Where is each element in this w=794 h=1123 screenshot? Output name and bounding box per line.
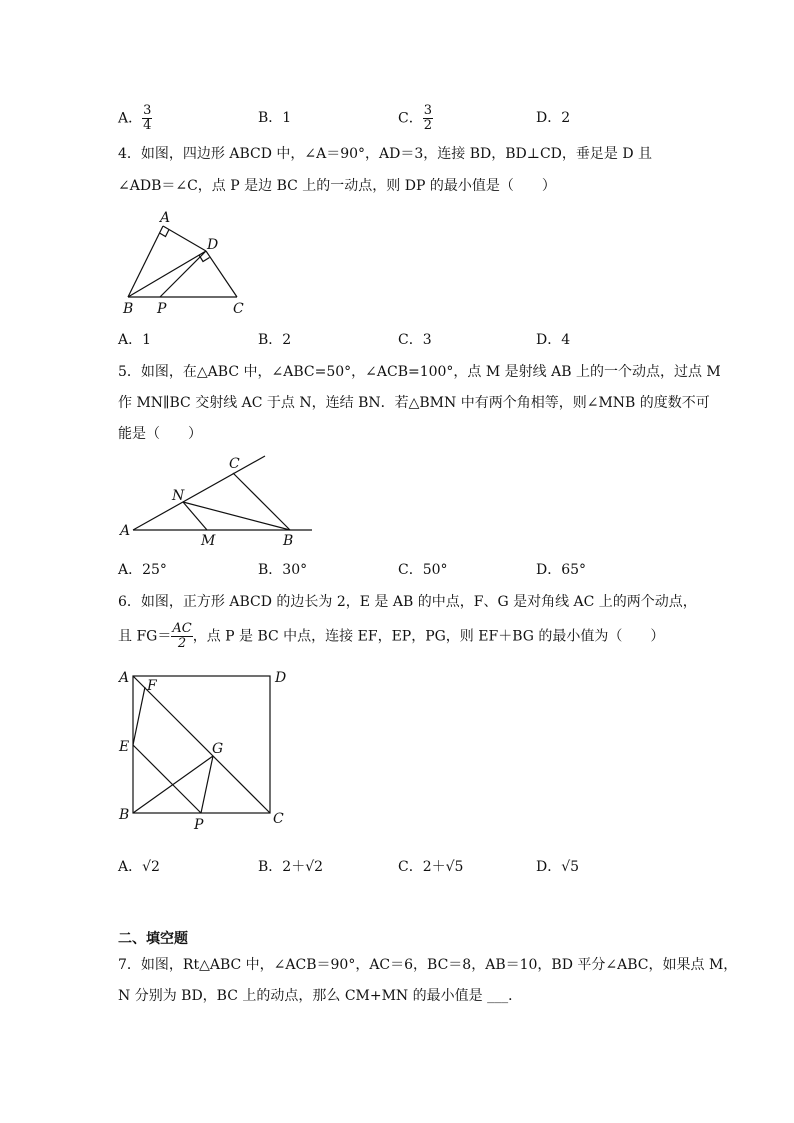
q6-option-d: D．√5 <box>536 859 580 875</box>
q6-label-p: P <box>194 817 204 833</box>
q3-option-c-label: C． <box>398 110 423 127</box>
q5-figure <box>115 445 325 550</box>
q6-line2-pre: 且 FG＝ <box>118 628 172 645</box>
q5-text-line1: 5．如图，在△ABC 中，∠ABC=50°，∠ACB=100°，点 M 是射线 AB 上的一个动点，过点 M <box>118 364 721 380</box>
q5-segment-nm <box>183 502 207 530</box>
q5-option-b: B．30° <box>258 562 308 578</box>
q5-label-c: C <box>229 456 240 472</box>
q5-option-d: D．65° <box>536 562 587 578</box>
q6-option-c: C．2＋√5 <box>398 859 464 875</box>
q7-text-line1: 7．如图，Rt△ABC 中，∠ACB＝90°，AC＝6，BC＝8，AB＝10，BD 平分∠ABC，如果点 M， <box>118 957 738 973</box>
q3-option-a-numerator: 3 <box>143 103 152 118</box>
q3-option-b: B．1 <box>258 110 292 126</box>
q5-text-line3: 能是（ ） <box>118 426 202 442</box>
q4-text-line2: ∠ADB＝∠C，点 P 是边 BC 上的一动点，则 DP 的最小值是（ ） <box>118 178 556 194</box>
q6-label-a: A <box>119 670 130 686</box>
q6-label-b: B <box>119 807 130 823</box>
q6-label-f: F <box>147 678 157 694</box>
q6-text-line2 <box>118 622 664 651</box>
q3-option-c-numerator: 3 <box>423 103 432 118</box>
q5-label-a: A <box>120 523 131 539</box>
q5-ray-ac <box>133 456 265 530</box>
q6-fraction-denominator: 2 <box>177 636 187 651</box>
q6-figure <box>115 665 295 835</box>
q6-diagonal-ac <box>133 676 270 813</box>
q6-fraction-numerator: AC <box>172 621 192 636</box>
q4-text-line1: 4．如图，四边形 ABCD 中，∠A＝90°，AD＝3，连接 BD，BD⊥CD，垂足是 D 且 <box>118 146 653 162</box>
q5-label-n: N <box>172 488 185 504</box>
q3-option-a-fraction <box>142 104 152 133</box>
q6-text-line1: 6．如图，正方形 ABCD 的边长为 2，E 是 AB 的中点，F、G 是对角线 AC 上的两个动点， <box>118 594 697 610</box>
q6-option-a: A．√2 <box>118 859 160 875</box>
q6-label-c: C <box>273 811 284 827</box>
q3-option-c-denominator: 2 <box>423 118 432 133</box>
q4-option-b: B．2 <box>258 332 292 348</box>
q4-option-d: D．4 <box>536 332 571 348</box>
q6-line2-post: ，点 P 是 BC 中点，连接 EF，EP，PG，则 EF＋BG 的最小值为（ ） <box>192 628 665 645</box>
q4-label-p: P <box>157 301 167 317</box>
q6-segment-gp <box>201 756 213 813</box>
q4-label-b: B <box>123 301 134 317</box>
q3-option-a-label: A． <box>118 110 143 127</box>
q6-label-e: E <box>119 739 130 755</box>
q5-text-line2: 作 MN∥BC 交射线 AC 于点 N，连结 BN．若△BMN 中有两个角相等，则∠MNB 的度数不可 <box>118 395 710 411</box>
q3-option-a-denominator: 4 <box>143 118 152 133</box>
q4-option-a: A．1 <box>118 332 152 348</box>
q4-figure <box>115 205 255 320</box>
q5-option-a: A．25° <box>118 562 167 578</box>
q4-option-c: C．3 <box>398 332 432 348</box>
q5-option-c: C．50° <box>398 562 448 578</box>
q7-text-line2: N 分别为 BD，BC 上的动点，那么 CM+MN 的最小值是 ___． <box>118 988 523 1004</box>
q5-segment-nb <box>183 502 290 530</box>
q4-label-a: A <box>160 210 171 226</box>
q6-label-g: G <box>212 741 224 757</box>
q3-option-c <box>398 104 433 133</box>
q4-segment-dc <box>206 251 237 297</box>
q4-label-d: D <box>207 237 219 253</box>
q6-fraction <box>171 622 192 651</box>
q6-option-b: B．2＋√2 <box>258 859 324 875</box>
q6-segment-ef <box>133 687 145 745</box>
q6-segment-ep <box>133 745 201 813</box>
q6-label-d: D <box>275 670 287 686</box>
q6-segment-bg <box>133 756 213 813</box>
q5-label-b: B <box>283 533 294 549</box>
q3-option-c-fraction <box>423 104 433 133</box>
section-title-fill-in: 二、填空题 <box>118 931 188 947</box>
q5-segment-cb <box>233 473 290 530</box>
q3-option-a <box>118 104 152 133</box>
q4-label-c: C <box>233 301 244 317</box>
q5-label-m: M <box>201 533 216 549</box>
q3-option-d: D．2 <box>536 110 571 126</box>
